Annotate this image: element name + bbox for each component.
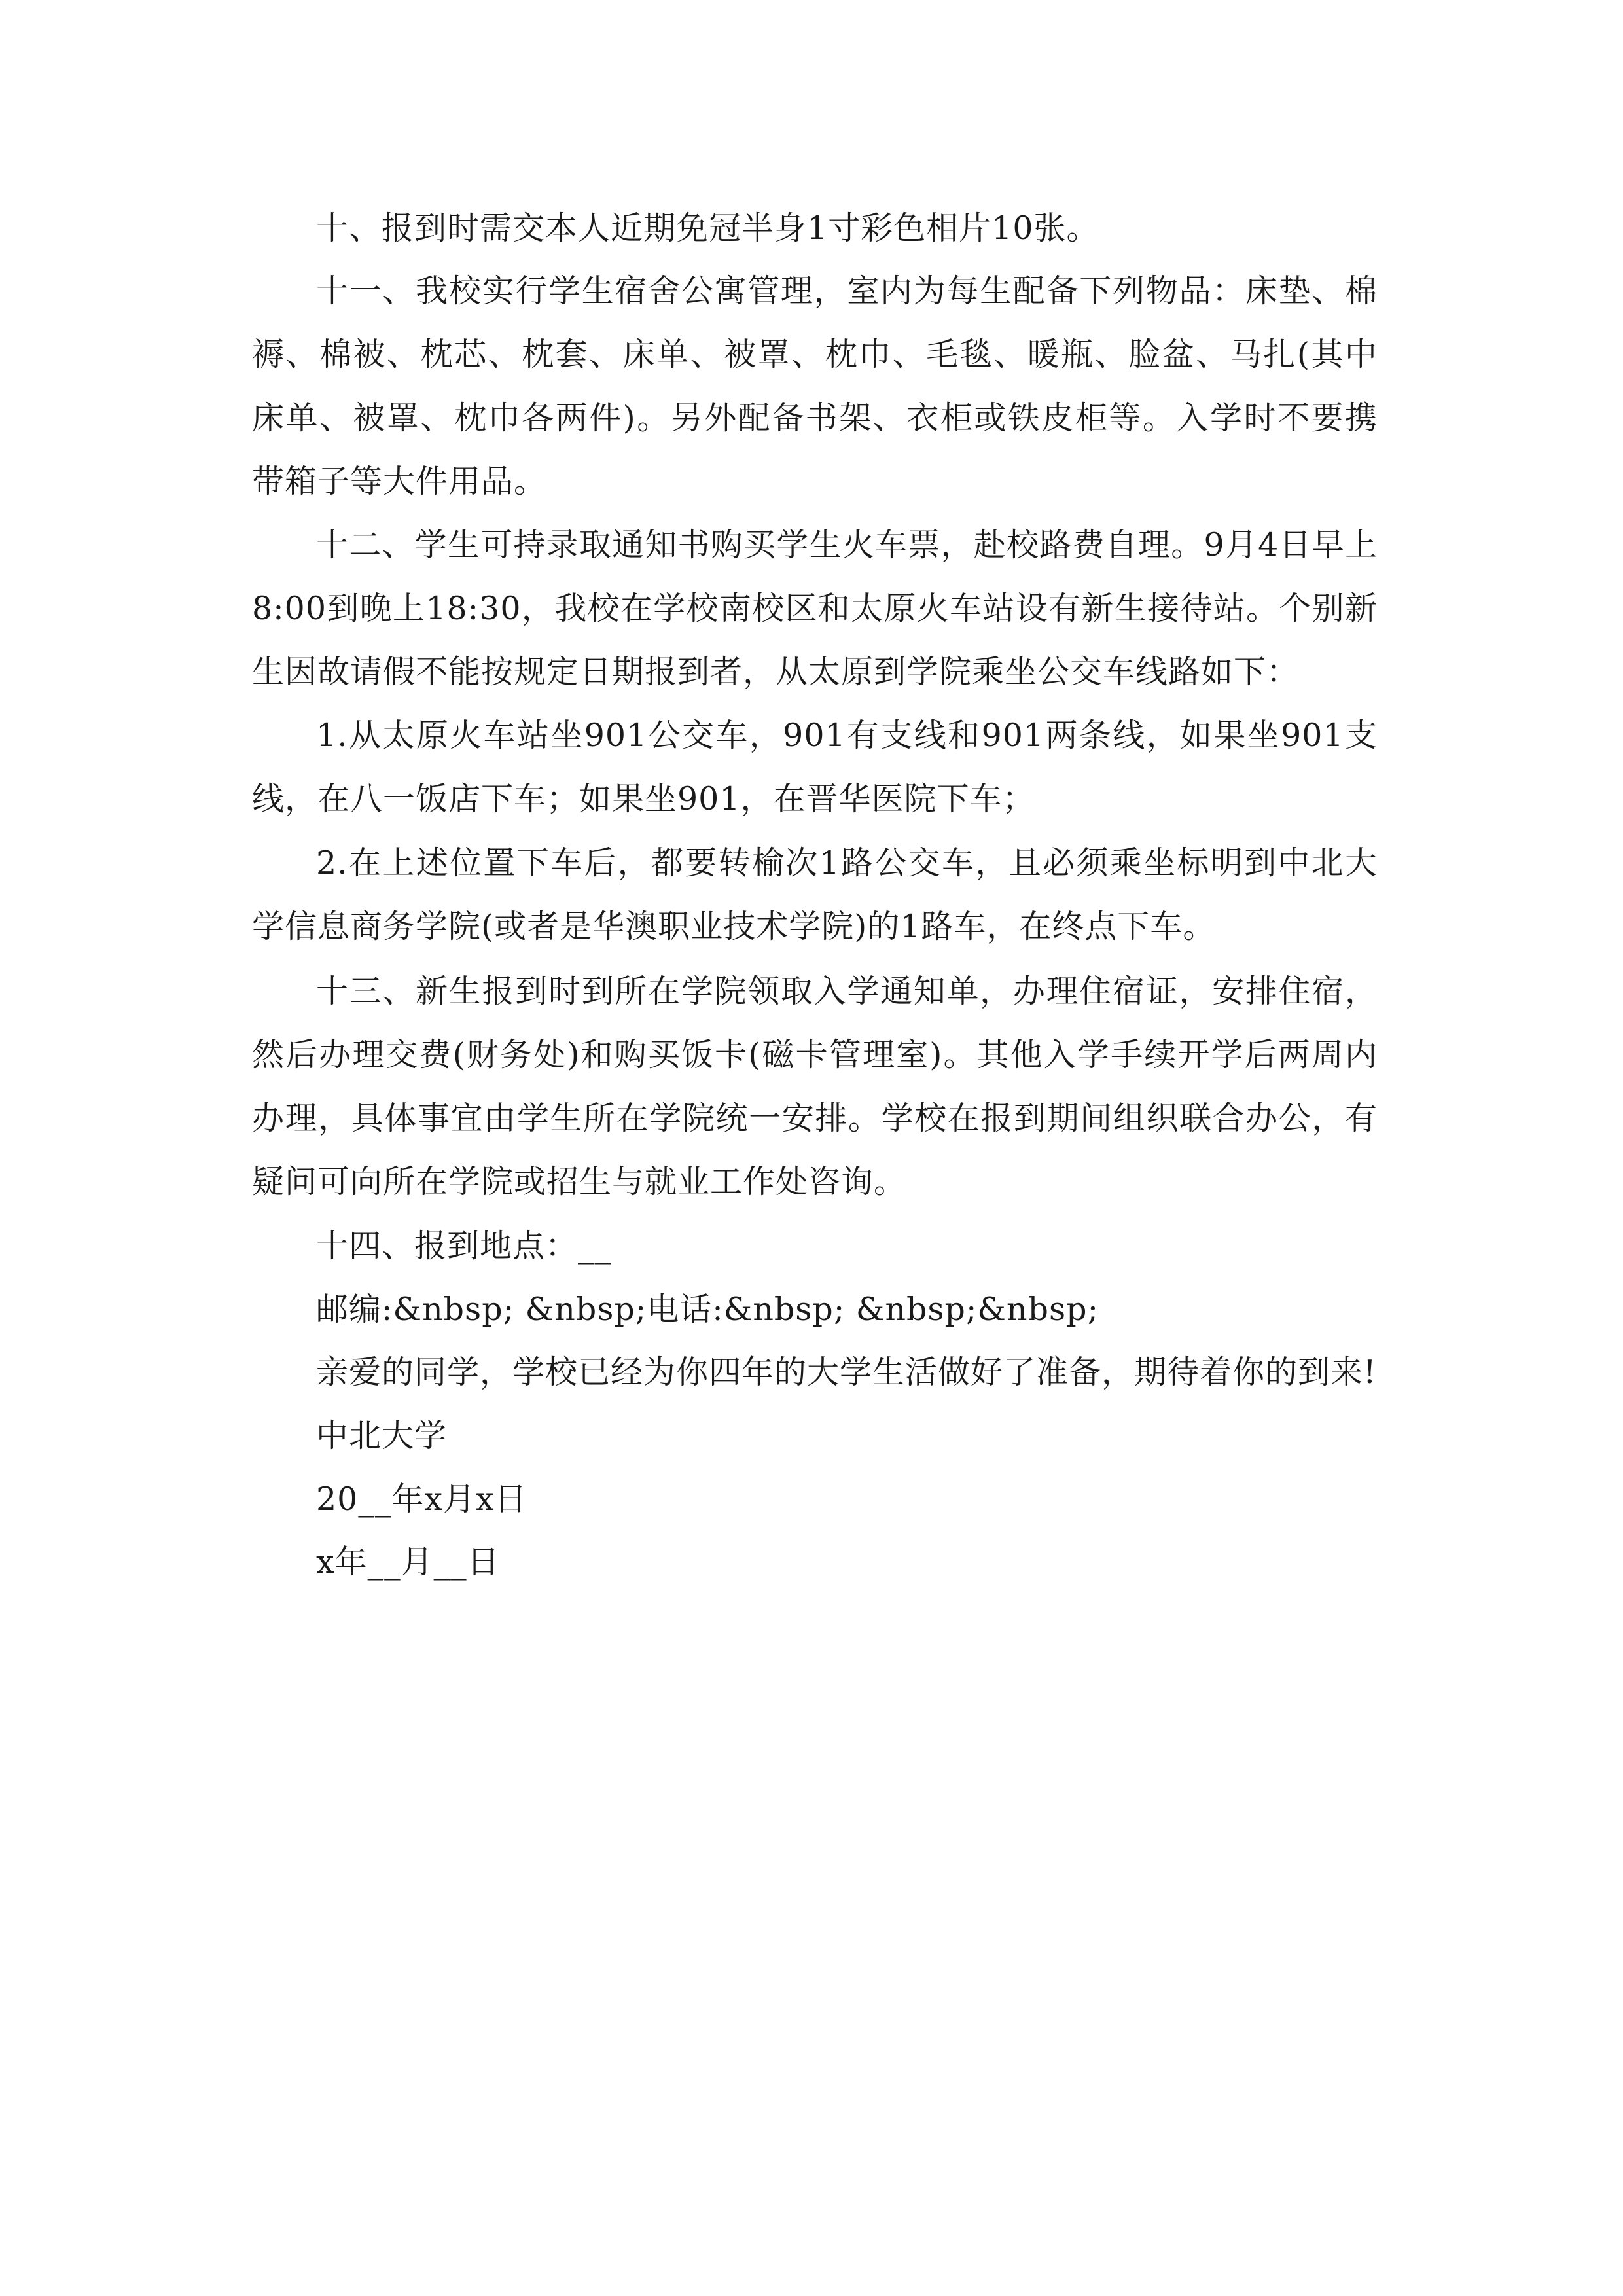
signature-date-1: 20__年x月x日 [316,1480,527,1518]
postcode-phone-line: 邮编:&nbsp; &nbsp;电话:&nbsp; &nbsp;&nbsp; [316,1291,1099,1328]
greeting-line: 亲爱的同学，学校已经为你四年的大学生活做好了准备，期待着你的到来! [316,1354,1377,1391]
signature-school: 中北大学 [316,1417,448,1454]
paragraph-10: 十、报到时需交本人近期免冠半身1寸彩色相片10张。 [316,209,1099,247]
signature-date-2: x年__月__日 [316,1543,500,1581]
paragraph-route-2: 2.在上述位置下车后，都要转榆次1路公交车，且必须乘坐标明到中北大学信息商务学院(或者是华澳职业技术学院)的1路车，在终点下车。 [252,844,1378,945]
paragraph-13: 十三、新生报到时到所在学院领取入学通知单，办理住宿证，安排住宿，然后办理交费(财务处)和购买饭卡(磁卡管理室)。其他入学手续开学后两周内办理，具体事宜由学生所在学院统一安排。学校在报到期间组织联合办公，有疑问可向所在学院或招生与就业工作处咨询。 [252,973,1378,1200]
paragraph-route-1: 1.从太原火车站坐901公交车，901有支线和901两条线，如果坐901支线，在八一饭店下车；如果坐901，在晋华医院下车； [252,717,1378,817]
report-location-line: 十四、报到地点：__ [316,1227,612,1265]
paragraph-11: 十一、我校实行学生宿舍公寓管理，室内为每生配备下列物品：床垫、棉褥、棉被、枕芯、枕套、床单、被罩、枕巾、毛毯、暖瓶、脸盆、马扎(其中床单、被罩、枕巾各两件)。另外配备书架、衣柜或铁皮柜等。入学时不要携带箱子等大件用品。 [252,272,1378,500]
paragraph-12: 十二、学生可持录取通知书购买学生火车票，赴校路费自理。9月4日早上8:00到晚上18:30，我校在学校南校区和太原火车站设有新生接待站。个别新生因故请假不能按规定日期报到者，从太原到学院乘坐公交车线路如下： [252,526,1378,691]
